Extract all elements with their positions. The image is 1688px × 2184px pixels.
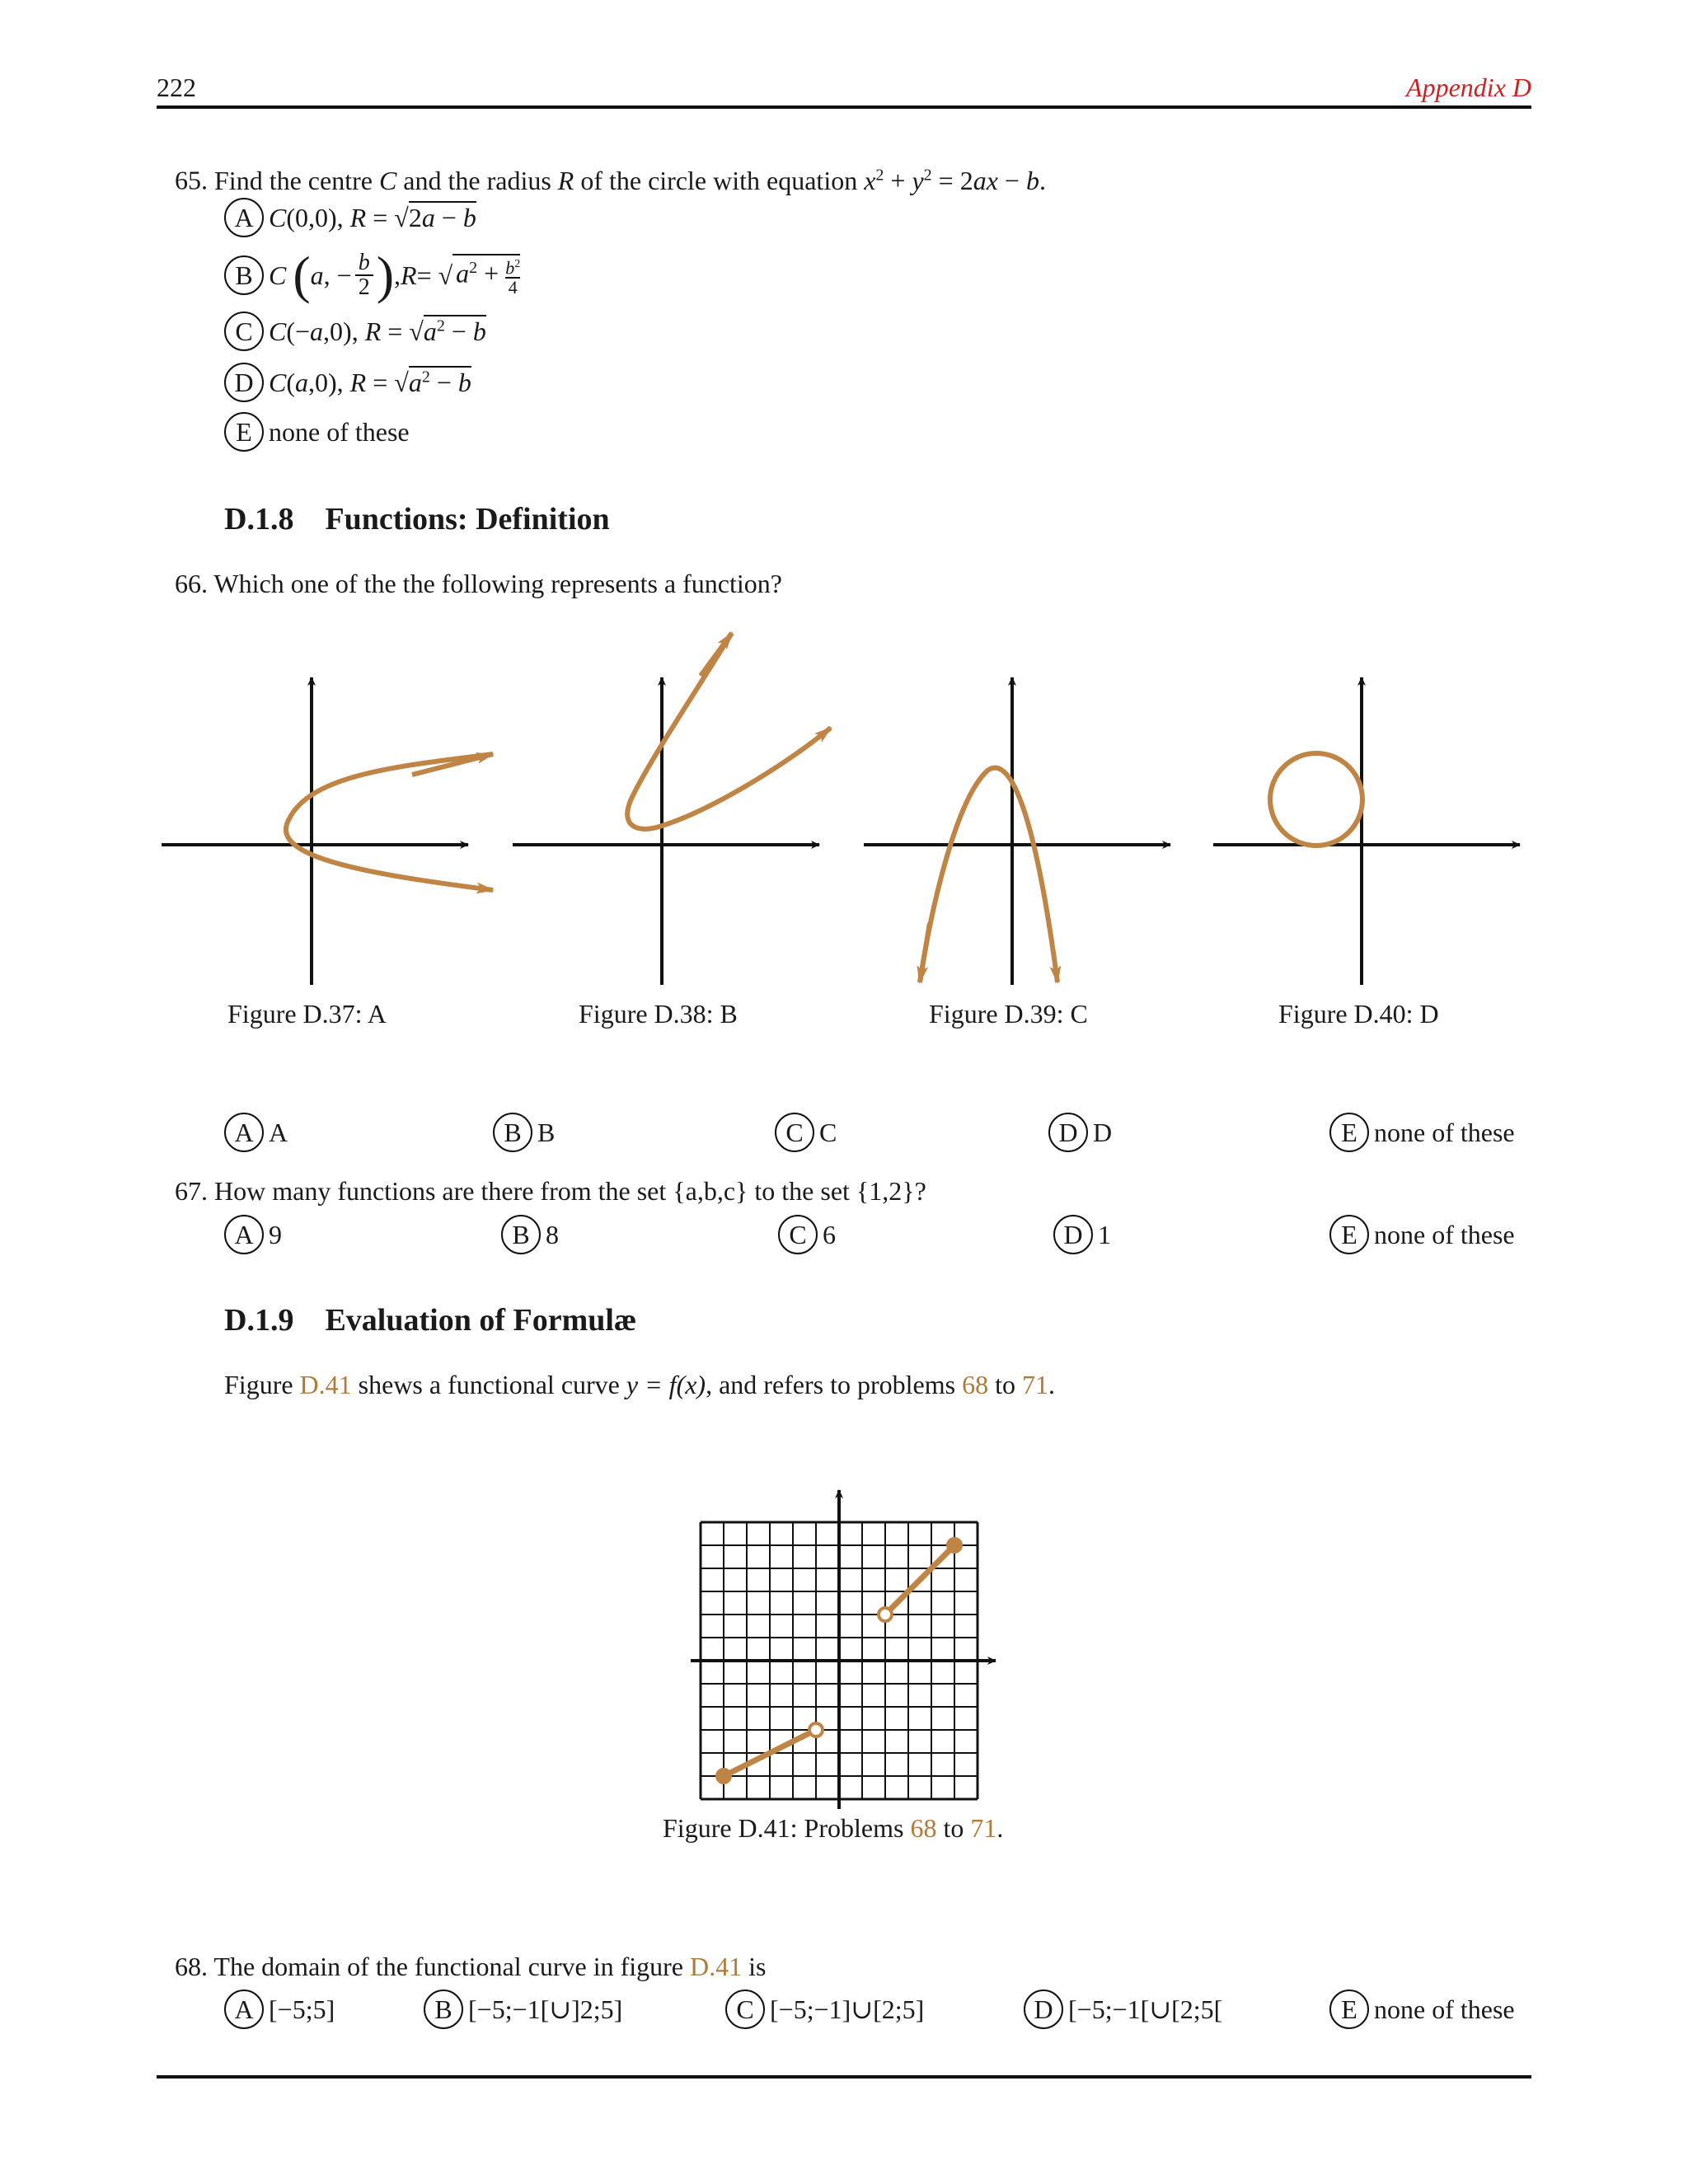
section-number: D.1.8 xyxy=(224,502,294,537)
formula: y = f(x) xyxy=(626,1370,706,1399)
figure-d37-caption: Figure D.37: A xyxy=(227,999,387,1029)
option-letter: B xyxy=(424,1990,463,2029)
option-letter: D xyxy=(224,363,264,402)
q68-option-a[interactable] xyxy=(224,1990,335,2029)
curve-segment xyxy=(885,1545,954,1615)
page-number: 222 xyxy=(157,73,196,102)
option-letter: D xyxy=(1053,1215,1093,1254)
question-65-prompt xyxy=(175,158,1046,197)
q66-option-b[interactable] xyxy=(493,1113,555,1152)
option-letter: E xyxy=(224,412,264,452)
option-letter: B xyxy=(493,1113,532,1152)
intro-text: to xyxy=(988,1370,1022,1399)
tilted-parabola-curve xyxy=(627,633,831,829)
section-title: Functions: Definition xyxy=(325,502,610,537)
option-letter: C xyxy=(775,1113,814,1152)
option-text: C(0,0), R = √2a − b xyxy=(269,202,476,232)
q66-option-e[interactable] xyxy=(1329,1113,1515,1152)
problem-ref-link[interactable]: 68 xyxy=(962,1370,989,1399)
option-letter: B xyxy=(501,1215,541,1254)
running-section-title: Appendix D xyxy=(1406,73,1531,102)
figure-d40-caption: Figure D.40: D xyxy=(1278,999,1439,1029)
q68-option-e[interactable] xyxy=(1329,1990,1515,2029)
figure-d37-graph xyxy=(162,677,493,985)
sideways-parabola-curve xyxy=(286,754,493,890)
question-number: 67. xyxy=(175,1176,208,1206)
figure-d40-graph xyxy=(1213,677,1520,985)
option-letter: C xyxy=(224,312,264,351)
closed-endpoint xyxy=(717,1769,730,1783)
option-letter: A xyxy=(224,1113,264,1152)
q67-option-d[interactable] xyxy=(1053,1215,1111,1254)
option-text: C ( a , − b 2 ) , R = √ $a^2$ + $\frac{b^2}{4}$ xyxy=(269,246,521,304)
caption-text: Figure D.41: Problems xyxy=(663,1813,911,1843)
option-letter: A xyxy=(224,1215,264,1254)
question-text: The domain of the functional curve in figure xyxy=(213,1952,690,1981)
q67-option-a[interactable] xyxy=(224,1215,282,1254)
footer-rule xyxy=(157,2075,1531,2079)
curve-arrow-upper xyxy=(701,633,732,676)
problem-ref-link[interactable]: 71 xyxy=(970,1813,997,1843)
figure-d41-plot xyxy=(676,1483,1022,1813)
question-text: How many functions are there from the set {a,b,c} to the set {1,2}? xyxy=(214,1176,926,1206)
question-text: Find the centre C and the radius R of the circle with equation $x^2 + y^2 = 2ax - b$. xyxy=(214,165,1046,195)
open-endpoint xyxy=(879,1608,892,1621)
figure-ref-link[interactable]: D.41 xyxy=(299,1370,352,1399)
option-letter: A xyxy=(224,198,264,237)
question-67-prompt xyxy=(175,1174,926,1207)
option-text: none of these xyxy=(1374,1994,1515,2024)
question-number: 66. xyxy=(175,569,208,598)
question-number: 68. xyxy=(175,1952,208,1981)
figure-ref-link[interactable]: D.41 xyxy=(690,1952,743,1981)
option-letter: B xyxy=(224,255,264,295)
caption-text: to xyxy=(936,1813,971,1843)
option-text: [−5;−1[∪[2;5[ xyxy=(1068,1994,1223,2024)
option-letter: D xyxy=(1048,1113,1088,1152)
figure-d41-caption xyxy=(663,1813,1003,1844)
option-text: 6 xyxy=(823,1219,836,1249)
q67-option-b[interactable] xyxy=(501,1215,559,1254)
q66-option-a[interactable] xyxy=(224,1113,288,1152)
q67-option-e[interactable] xyxy=(1329,1215,1515,1254)
figure-d39-graph xyxy=(864,677,1170,985)
option-text: C(−a,0), $R = √a^2 - b$ xyxy=(269,316,486,346)
option-text: 9 xyxy=(269,1219,282,1249)
option-text: D xyxy=(1093,1117,1113,1147)
figure-d38-graph xyxy=(513,633,831,985)
option-letter: E xyxy=(1329,1990,1369,2029)
q65-option-a[interactable] xyxy=(224,198,476,237)
option-text: 8 xyxy=(546,1219,559,1249)
closed-endpoint xyxy=(948,1539,961,1552)
downward-parabola-curve xyxy=(920,768,1057,982)
q65-option-b[interactable] xyxy=(224,246,521,304)
option-text: C xyxy=(819,1117,837,1147)
option-text: C(a,0), $R = √a^2 - b$ xyxy=(269,367,471,397)
option-letter: E xyxy=(1329,1113,1369,1152)
option-letter: A xyxy=(224,1990,264,2029)
figure-d39-caption: Figure D.39: C xyxy=(929,999,1088,1029)
q68-option-b[interactable] xyxy=(424,1990,622,2029)
q65-option-c[interactable] xyxy=(224,312,486,351)
problem-ref-link[interactable]: 68 xyxy=(910,1813,937,1843)
option-text: B xyxy=(537,1117,556,1147)
option-text: A xyxy=(269,1117,288,1147)
problem-ref-link[interactable]: 71 xyxy=(1021,1370,1048,1399)
option-text: [−5;−1]∪[2;5] xyxy=(770,1994,925,2024)
option-text: none of these xyxy=(1374,1117,1515,1147)
option-text: [−5;−1[∪]2;5] xyxy=(468,1994,623,2024)
option-letter: C xyxy=(725,1990,765,2029)
caption-text: . xyxy=(996,1813,1004,1843)
intro-text: shews a functional curve xyxy=(351,1370,626,1399)
section-number: D.1.9 xyxy=(224,1303,294,1338)
option-letter: E xyxy=(1329,1215,1369,1254)
q66-option-c[interactable] xyxy=(775,1113,837,1152)
q67-option-c[interactable] xyxy=(778,1215,836,1254)
option-text: none of these xyxy=(1374,1219,1515,1249)
question-number: 65. xyxy=(175,165,208,195)
option-text: none of these xyxy=(269,416,410,447)
question-66-prompt xyxy=(175,567,782,600)
circle-curve xyxy=(1270,753,1362,846)
section-heading-d19 xyxy=(224,1302,636,1338)
q68-option-c[interactable] xyxy=(725,1990,924,2029)
option-letter: D xyxy=(1024,1990,1063,2029)
intro-text: . xyxy=(1048,1370,1055,1399)
question-text: Which one of the the following represents a function? xyxy=(213,569,782,598)
question-68-prompt xyxy=(175,1950,766,1983)
curve-arrow-left xyxy=(920,923,930,982)
figure-d38-caption: Figure D.38: B xyxy=(579,999,738,1029)
question-text: is xyxy=(742,1952,767,1981)
option-letter: C xyxy=(778,1215,818,1254)
open-endpoint xyxy=(809,1723,823,1736)
section-title: Evaluation of Formulæ xyxy=(325,1303,637,1338)
q68-option-d[interactable] xyxy=(1024,1990,1222,2029)
q65-option-d[interactable] xyxy=(224,363,471,402)
q65-option-e[interactable] xyxy=(224,412,410,452)
section-heading-d18 xyxy=(224,501,610,537)
header-rule xyxy=(157,105,1531,109)
intro-text: Figure xyxy=(224,1370,300,1399)
figures-d37-d40 xyxy=(0,610,1688,1005)
option-text: 1 xyxy=(1098,1219,1111,1249)
intro-text: , and refers to problems xyxy=(706,1370,963,1399)
intro-paragraph xyxy=(224,1368,1055,1401)
option-text: [−5;5] xyxy=(269,1994,335,2024)
q66-option-d[interactable] xyxy=(1048,1113,1112,1152)
